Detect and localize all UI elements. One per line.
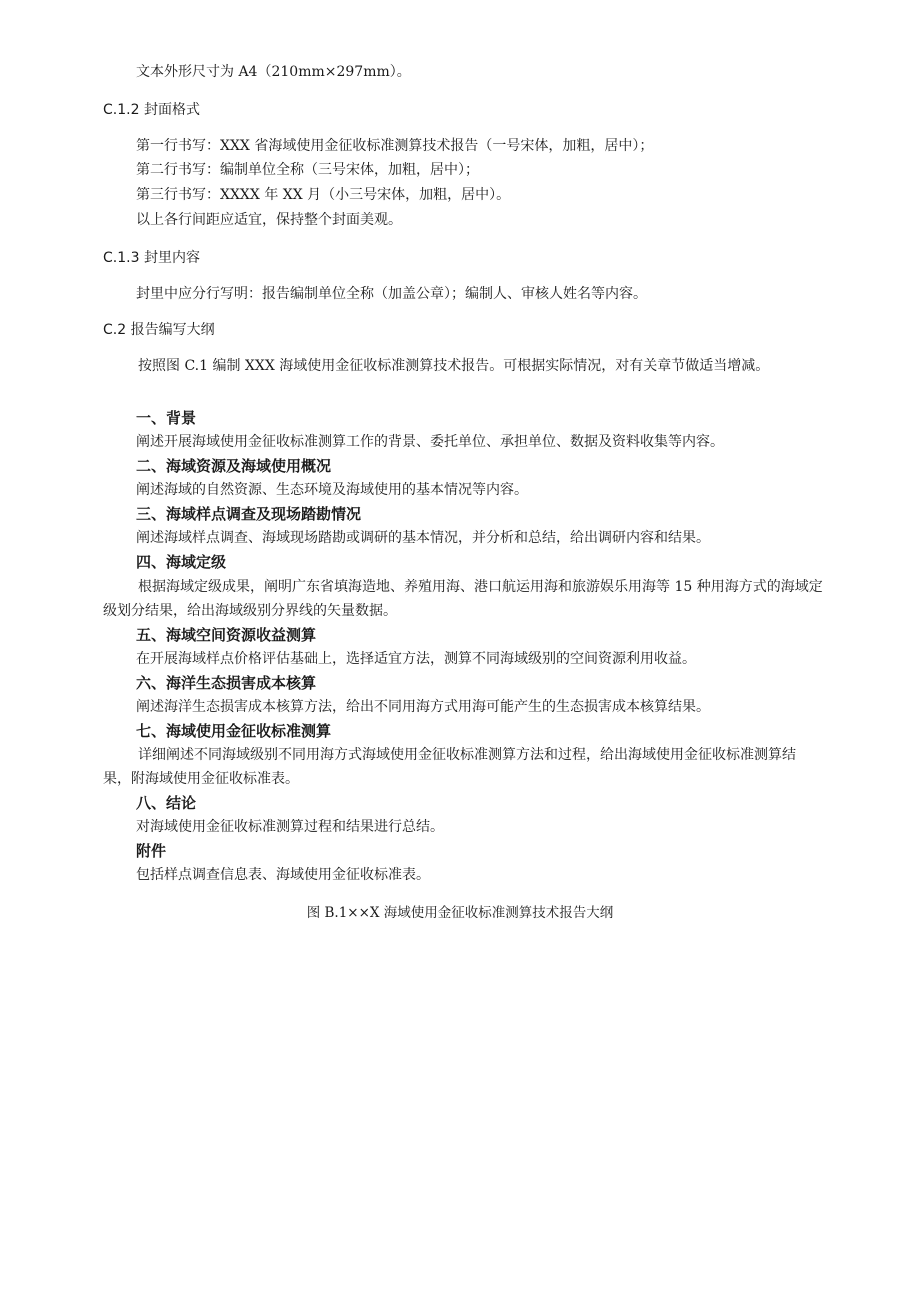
outline-heading-5: 五、海域空间资源收益测算 bbox=[136, 626, 317, 644]
outline-heading-1: 一、背景 bbox=[136, 409, 197, 427]
outline-text-4a: 根据海域定级成果，阐明广东省填海造地、养殖用海、港口航运用海和旅游娱乐用海等 15 种用海方式的海域定 bbox=[138, 579, 823, 595]
section-c2-text: 按照图 C.1 编制 XXX 海域使用金征收标准测算技术报告。可根据实际情况，对有关章节做适当增减。 bbox=[138, 358, 770, 374]
outline-text-9: 包括样点调查信息表、海域使用金征收标准表。 bbox=[136, 867, 430, 883]
outline-heading-6: 六、海洋生态损害成本核算 bbox=[136, 674, 317, 692]
outline-heading-8: 八、结论 bbox=[136, 794, 197, 812]
outline-heading-7: 七、海域使用金征收标准测算 bbox=[136, 722, 332, 740]
outline-text-3: 阐述海域样点调查、海域现场踏勘或调研的基本情况，并分析和总结，给出调研内容和结果。 bbox=[136, 530, 710, 546]
outline-text-8: 对海域使用金征收标准测算过程和结果进行总结。 bbox=[136, 819, 444, 835]
cover-line-3: 第三行书写：XXXX 年 XX 月（小三号宋体，加粗，居中）。 bbox=[136, 187, 511, 203]
outline-text-4b: 级划分结果，给出海域级别分界线的矢量数据。 bbox=[103, 603, 397, 619]
outline-text-1: 阐述开展海域使用金征收标准测算工作的背景、委托单位、承担单位、数据及资料收集等内容。 bbox=[136, 434, 724, 450]
cover-line-1: 第一行书写：XXX 省海域使用金征收标准测算技术报告（一号宋体，加粗，居中）； bbox=[136, 138, 654, 154]
cover-line-2: 第二行书写：编制单位全称（三号宋体，加粗，居中）； bbox=[136, 162, 479, 178]
section-c12-title: C.1.2 封面格式 bbox=[103, 102, 200, 118]
outline-text-7b: 果，附海域使用金征收标准表。 bbox=[103, 771, 299, 787]
section-c13-title: C.1.3 封里内容 bbox=[103, 250, 200, 266]
cover-line-4: 以上各行间距应适宜，保持整个封面美观。 bbox=[136, 212, 402, 228]
section-c13-text: 封里中应分行写明：报告编制单位全称（加盖公章）；编制人、审核人姓名等内容。 bbox=[136, 286, 647, 302]
outline-heading-4: 四、海域定级 bbox=[136, 553, 227, 571]
outline-text-7a: 详细阐述不同海域级别不同用海方式海域使用金征收标准测算方法和过程，给出海域使用金征收标准测算结 bbox=[138, 747, 796, 763]
outline-heading-3: 三、海域样点调查及现场踏勘情况 bbox=[136, 505, 362, 523]
section-c2-title: C.2 报告编写大纲 bbox=[103, 322, 215, 338]
outline-text-2: 阐述海域的自然资源、生态环境及海域使用的基本情况等内容。 bbox=[136, 482, 528, 498]
outline-heading-9: 附件 bbox=[136, 842, 167, 860]
outline-heading-2: 二、海域资源及海域使用概况 bbox=[136, 457, 332, 475]
figure-caption: 图 B.1××X 海域使用金征收标准测算技术报告大纲 bbox=[306, 905, 614, 921]
outline-text-5: 在开展海域样点价格评估基础上，选择适宜方法，测算不同海域级别的空间资源利用收益。 bbox=[136, 651, 696, 667]
outline-text-6: 阐述海洋生态损害成本核算方法，给出不同用海方式用海可能产生的生态损害成本核算结果。 bbox=[136, 699, 710, 715]
page-size-text: 文本外形尺寸为 A4（210mm×297mm）。 bbox=[136, 64, 411, 80]
